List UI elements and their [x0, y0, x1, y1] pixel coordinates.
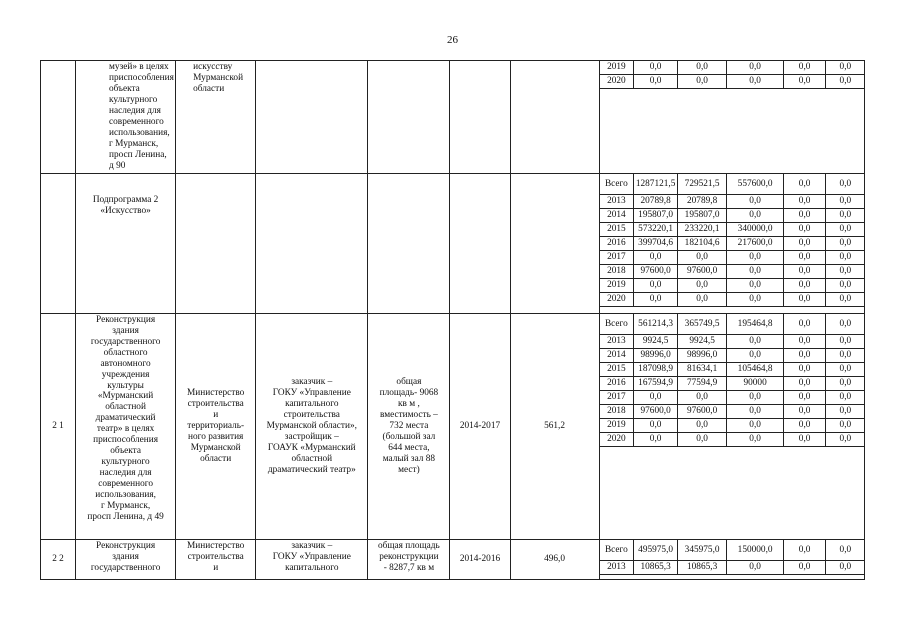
- item-name-line: областного: [103, 347, 148, 358]
- item-name-line: современного: [98, 479, 153, 490]
- funding-value: 9924,5: [678, 334, 727, 348]
- responsible-ministry-line: строительства: [187, 398, 244, 409]
- funding-value: 0,0: [727, 418, 784, 432]
- item-name-line: просп Ленина, д 90: [109, 149, 167, 171]
- estimated-cost: [510, 61, 599, 174]
- estimated-cost: [510, 173, 599, 313]
- responsible-ministry-line: области: [200, 453, 232, 464]
- item-number: [41, 539, 76, 579]
- year-label: 2016: [600, 376, 634, 390]
- item-name-line: культурного: [101, 457, 150, 468]
- year-label: 2013: [600, 560, 634, 574]
- section-row-cont: [41, 61, 865, 174]
- funding-value: 1287121,5: [634, 174, 678, 195]
- responsible-ministry-line: и: [213, 562, 219, 573]
- funding-value: 0,0: [784, 334, 826, 348]
- customer-developer: [256, 313, 368, 539]
- item-number-line: 2 1: [52, 420, 64, 431]
- funding-value: 0,0: [678, 292, 727, 306]
- funding-value: 0,0: [826, 540, 865, 561]
- funding-value: 0,0: [784, 314, 826, 335]
- item-name-line: культуры: [107, 380, 144, 391]
- funding-value: 0,0: [727, 404, 784, 418]
- responsible-ministry-line: области: [193, 83, 225, 94]
- funding-value: 0,0: [634, 432, 678, 446]
- year-breakdown-table: [600, 61, 865, 89]
- object-capacity: [368, 61, 450, 174]
- year-label: 2015: [600, 362, 634, 376]
- estimated-cost: [510, 539, 599, 579]
- funding-value: 0,0: [784, 174, 826, 195]
- funding-value: 105464,8: [727, 362, 784, 376]
- year-row: [600, 540, 865, 561]
- year-breakdown-cell: [599, 61, 864, 174]
- funding-value: 365749,5: [678, 314, 727, 335]
- customer-developer-line: драматический театр»: [267, 464, 356, 475]
- customer-developer-line: застройщик –: [284, 431, 339, 442]
- item-number: [41, 313, 76, 539]
- funding-value: 20789,8: [634, 194, 678, 208]
- funding-value: 0,0: [784, 390, 826, 404]
- object-capacity-line: мест): [398, 464, 420, 475]
- year-row: [600, 264, 865, 278]
- object-capacity-line: общая: [396, 376, 422, 387]
- customer-developer-line: капитального: [285, 562, 339, 573]
- item-number-line: 2 2: [52, 553, 64, 564]
- funding-value: 195464,8: [727, 314, 784, 335]
- funding-value: 0,0: [727, 61, 784, 75]
- responsible-ministry-line: территориаль-: [187, 420, 245, 431]
- funding-value: 0,0: [678, 75, 727, 89]
- item-name-line: объекта: [109, 83, 140, 94]
- funding-value: 182104,6: [678, 236, 727, 250]
- item-name: [76, 61, 176, 174]
- funding-value: 729521,5: [678, 174, 727, 195]
- funding-value: 345975,0: [678, 540, 727, 561]
- funding-value: 0,0: [784, 376, 826, 390]
- funding-value: 0,0: [784, 362, 826, 376]
- year-label: 2020: [600, 75, 634, 89]
- year-row: [600, 390, 865, 404]
- funding-value: 233220,1: [678, 222, 727, 236]
- object-capacity-line: 732 места: [389, 420, 429, 431]
- funding-value: 0,0: [784, 348, 826, 362]
- year-label: Всего: [600, 314, 634, 335]
- funding-value: 0,0: [678, 390, 727, 404]
- year-row: [600, 404, 865, 418]
- estimated-cost: [510, 313, 599, 539]
- funding-value: 20789,8: [678, 194, 727, 208]
- construction-period-line: 2014-2016: [459, 553, 501, 564]
- funding-value: 0,0: [826, 362, 865, 376]
- responsible-ministry-line: ного развития: [188, 431, 244, 442]
- funding-value: 0,0: [784, 560, 826, 574]
- item-name-line: объекта: [110, 446, 141, 457]
- funding-value: 97600,0: [678, 404, 727, 418]
- funding-value: 0,0: [784, 404, 826, 418]
- funding-value: 0,0: [784, 540, 826, 561]
- estimated-cost-line: 496,0: [544, 553, 566, 564]
- responsible-ministry-line: Министерство: [187, 387, 245, 398]
- funding-value: 561214,3: [634, 314, 678, 335]
- funding-value: 195807,0: [678, 208, 727, 222]
- year-row: [600, 75, 865, 89]
- funding-value: 0,0: [826, 314, 865, 335]
- responsible-ministry-line: искусству: [193, 62, 233, 72]
- item-name-line: просп Ленина, д 49: [87, 512, 164, 523]
- funding-value: 0,0: [634, 390, 678, 404]
- year-label: 2019: [600, 278, 634, 292]
- responsible-ministry-line: и: [213, 409, 219, 420]
- customer-developer: [256, 539, 368, 579]
- funding-value: 557600,0: [727, 174, 784, 195]
- customer-developer-line: ГОКУ «Управление: [272, 387, 351, 398]
- funding-value: 0,0: [784, 292, 826, 306]
- item-name-line: государственного: [90, 336, 161, 347]
- year-row: [600, 194, 865, 208]
- construction-period-line: 2014-2017: [459, 420, 501, 431]
- year-row: [600, 348, 865, 362]
- item-name-line: использования,: [95, 490, 156, 501]
- funding-value: 77594,9: [678, 376, 727, 390]
- construction-period: [450, 313, 510, 539]
- year-breakdown-cell: [599, 173, 864, 313]
- item-name-line: Реконструкция: [96, 314, 156, 325]
- funding-value: 0,0: [826, 250, 865, 264]
- object-capacity-line: реконструкции: [379, 551, 439, 562]
- funding-value: 98996,0: [678, 348, 727, 362]
- object-capacity-line: - 8287,7 кв м: [383, 562, 435, 573]
- funding-value: 0,0: [634, 292, 678, 306]
- funding-value: 0,0: [826, 264, 865, 278]
- year-row: [600, 278, 865, 292]
- funding-value: 0,0: [727, 348, 784, 362]
- funding-value: 0,0: [784, 75, 826, 89]
- responsible-ministry-line: Министерство: [187, 540, 245, 551]
- item-number: [41, 61, 76, 174]
- object-capacity: [368, 313, 450, 539]
- funding-value: 0,0: [784, 278, 826, 292]
- customer-developer-line: областной: [291, 453, 333, 464]
- year-row: [600, 334, 865, 348]
- item-name-line: автономного: [100, 358, 151, 369]
- year-row: [600, 208, 865, 222]
- funding-value: 0,0: [727, 390, 784, 404]
- customer-developer: [256, 61, 368, 174]
- year-label: 2020: [600, 292, 634, 306]
- funding-value: 399704,6: [634, 236, 678, 250]
- year-label: 2017: [600, 390, 634, 404]
- year-row: [600, 61, 865, 75]
- year-row: [600, 432, 865, 446]
- year-breakdown-table: [600, 540, 865, 575]
- funding-value: 0,0: [727, 334, 784, 348]
- funding-value: 0,0: [826, 61, 865, 75]
- item-name-line: драматический: [95, 413, 156, 424]
- funding-value: 10865,3: [678, 560, 727, 574]
- year-row: [600, 222, 865, 236]
- customer-developer-line: заказчик –: [291, 540, 333, 551]
- funding-value: 195807,0: [634, 208, 678, 222]
- year-label: Всего: [600, 174, 634, 195]
- object-capacity-line: 644 места,: [388, 442, 430, 453]
- object-capacity-line: вместимость –: [380, 409, 438, 420]
- funding-value: 0,0: [826, 75, 865, 89]
- customer-developer: [256, 173, 368, 313]
- item-name-line: здания: [112, 325, 139, 336]
- funding-value: 0,0: [826, 292, 865, 306]
- item-name-line: наследия для: [99, 468, 152, 479]
- responsible-ministry-line: строительства: [187, 551, 244, 562]
- funding-value: 81634,1: [678, 362, 727, 376]
- funding-value: 97600,0: [678, 264, 727, 278]
- funding-value: 98996,0: [634, 348, 678, 362]
- object-capacity-line: общая площадь: [378, 540, 440, 551]
- construction-period: [450, 173, 510, 313]
- funding-value: 340000,0: [727, 222, 784, 236]
- year-breakdown-cell: [599, 539, 864, 579]
- year-breakdown-table: [600, 314, 865, 447]
- customer-developer-line: Мурманской области»,: [266, 420, 357, 431]
- funding-value: 0,0: [826, 560, 865, 574]
- item-name-line: музей» в целях: [109, 62, 169, 72]
- item-name-line: использования,: [109, 127, 170, 138]
- funding-value: 0,0: [784, 264, 826, 278]
- year-label: 2015: [600, 222, 634, 236]
- year-row: [600, 236, 865, 250]
- construction-period: [450, 539, 510, 579]
- funding-value: 0,0: [727, 194, 784, 208]
- year-row: [600, 292, 865, 306]
- item-name-line: учреждения: [101, 369, 150, 380]
- funding-value: 0,0: [784, 61, 826, 75]
- funding-value: 0,0: [634, 61, 678, 75]
- item-name-line: Подпрограмма 2: [92, 194, 159, 205]
- funding-value: 0,0: [826, 404, 865, 418]
- year-label: 2014: [600, 208, 634, 222]
- customer-developer-line: ГОАУК «Мурманский: [267, 442, 356, 453]
- item-name-line: Реконструкция: [96, 540, 156, 551]
- item-name-line: «Искусство»: [100, 205, 151, 216]
- item-name-line: г Мурманск,: [109, 138, 159, 149]
- item-name-line: областной: [105, 402, 146, 413]
- responsible-ministry: [176, 61, 256, 174]
- funding-value: 150000,0: [727, 540, 784, 561]
- funding-value: 0,0: [784, 194, 826, 208]
- funding-value: 0,0: [727, 432, 784, 446]
- item-name-line: приспособления: [109, 72, 174, 83]
- object-capacity: [368, 173, 450, 313]
- funding-value: 0,0: [634, 278, 678, 292]
- responsible-ministry-line: Мурманской: [190, 442, 241, 453]
- program-table: [40, 60, 865, 580]
- customer-developer-line: заказчик –: [291, 376, 333, 387]
- funding-value: 0,0: [678, 61, 727, 75]
- year-label: 2014: [600, 348, 634, 362]
- item-name-line: приспособления: [93, 435, 159, 446]
- year-label: 2020: [600, 432, 634, 446]
- year-label: 2019: [600, 61, 634, 75]
- item-name-line: г Мурманск,: [100, 501, 151, 512]
- year-label: 2016: [600, 236, 634, 250]
- funding-value: 0,0: [826, 390, 865, 404]
- funding-value: 0,0: [727, 75, 784, 89]
- year-row: [600, 376, 865, 390]
- funding-value: 0,0: [678, 432, 727, 446]
- funding-value: 0,0: [727, 208, 784, 222]
- funding-value: 0,0: [826, 174, 865, 195]
- year-label: 2017: [600, 250, 634, 264]
- year-row: [600, 418, 865, 432]
- year-label: 2019: [600, 418, 634, 432]
- object-capacity-line: (большой зал: [382, 431, 436, 442]
- year-row: [600, 314, 865, 335]
- funding-value: 0,0: [826, 208, 865, 222]
- section-row-sub2: [41, 173, 865, 313]
- funding-value: 90000: [727, 376, 784, 390]
- section-row-s22: [41, 539, 865, 579]
- year-row: [600, 250, 865, 264]
- year-breakdown-table: [600, 174, 865, 307]
- section-row-s21: [41, 313, 865, 539]
- responsible-ministry: [176, 313, 256, 539]
- funding-value: 0,0: [634, 250, 678, 264]
- year-label: 2013: [600, 194, 634, 208]
- responsible-ministry: [176, 539, 256, 579]
- year-row: [600, 560, 865, 574]
- funding-value: 0,0: [784, 222, 826, 236]
- funding-value: 0,0: [727, 278, 784, 292]
- funding-value: 187098,9: [634, 362, 678, 376]
- funding-value: 0,0: [826, 376, 865, 390]
- funding-value: 0,0: [826, 432, 865, 446]
- year-label: 2018: [600, 404, 634, 418]
- responsible-ministry-line: Мурманской: [193, 72, 244, 83]
- item-name-line: государственного: [90, 562, 161, 573]
- funding-value: 0,0: [826, 418, 865, 432]
- item-name-line: культурного: [109, 94, 158, 105]
- funding-value: 0,0: [727, 292, 784, 306]
- item-number: [41, 173, 76, 313]
- year-row: [600, 362, 865, 376]
- funding-value: 495975,0: [634, 540, 678, 561]
- item-name-line: театр» в целях: [96, 424, 155, 435]
- funding-value: 0,0: [826, 278, 865, 292]
- funding-value: 0,0: [784, 250, 826, 264]
- item-name-line: «Мурманский: [97, 391, 154, 402]
- funding-value: 573220,1: [634, 222, 678, 236]
- funding-value: 167594,9: [634, 376, 678, 390]
- item-name: [76, 173, 176, 313]
- year-breakdown-cell: [599, 313, 864, 539]
- object-capacity-line: малый зал 88: [382, 453, 436, 464]
- construction-period: [450, 61, 510, 174]
- item-name: [76, 539, 176, 579]
- page-number: 26: [447, 34, 458, 46]
- customer-developer-line: строительства: [283, 409, 340, 420]
- customer-developer-line: капитального: [285, 398, 339, 409]
- funding-value: 0,0: [826, 236, 865, 250]
- funding-value: 97600,0: [634, 264, 678, 278]
- responsible-ministry: [176, 173, 256, 313]
- item-name-line: современного: [109, 116, 164, 127]
- funding-value: 9924,5: [634, 334, 678, 348]
- funding-value: 0,0: [784, 418, 826, 432]
- funding-value: 0,0: [784, 208, 826, 222]
- funding-value: 0,0: [826, 334, 865, 348]
- customer-developer-line: ГОКУ «Управление: [272, 551, 351, 562]
- funding-value: 0,0: [634, 75, 678, 89]
- funding-value: 0,0: [727, 264, 784, 278]
- estimated-cost-line: 561,2: [544, 420, 566, 431]
- item-name-line: наследия для: [109, 105, 161, 116]
- program-table-container: [40, 60, 865, 580]
- object-capacity-line: кв м ,: [398, 398, 420, 409]
- object-capacity-line: площадь- 9068: [379, 387, 439, 398]
- item-name-line: здания: [112, 551, 139, 562]
- item-name: [76, 313, 176, 539]
- funding-value: 0,0: [784, 432, 826, 446]
- funding-value: 0,0: [826, 194, 865, 208]
- funding-value: 0,0: [678, 250, 727, 264]
- funding-value: 0,0: [727, 560, 784, 574]
- year-row: [600, 174, 865, 195]
- funding-value: 0,0: [826, 348, 865, 362]
- object-capacity: [368, 539, 450, 579]
- funding-value: 0,0: [784, 236, 826, 250]
- year-label: Всего: [600, 540, 634, 561]
- funding-value: 217600,0: [727, 236, 784, 250]
- funding-value: 0,0: [678, 418, 727, 432]
- year-label: 2013: [600, 334, 634, 348]
- funding-value: 0,0: [678, 278, 727, 292]
- funding-value: 10865,3: [634, 560, 678, 574]
- funding-value: 97600,0: [634, 404, 678, 418]
- funding-value: 0,0: [826, 222, 865, 236]
- funding-value: 0,0: [727, 250, 784, 264]
- funding-value: 0,0: [634, 418, 678, 432]
- year-label: 2018: [600, 264, 634, 278]
